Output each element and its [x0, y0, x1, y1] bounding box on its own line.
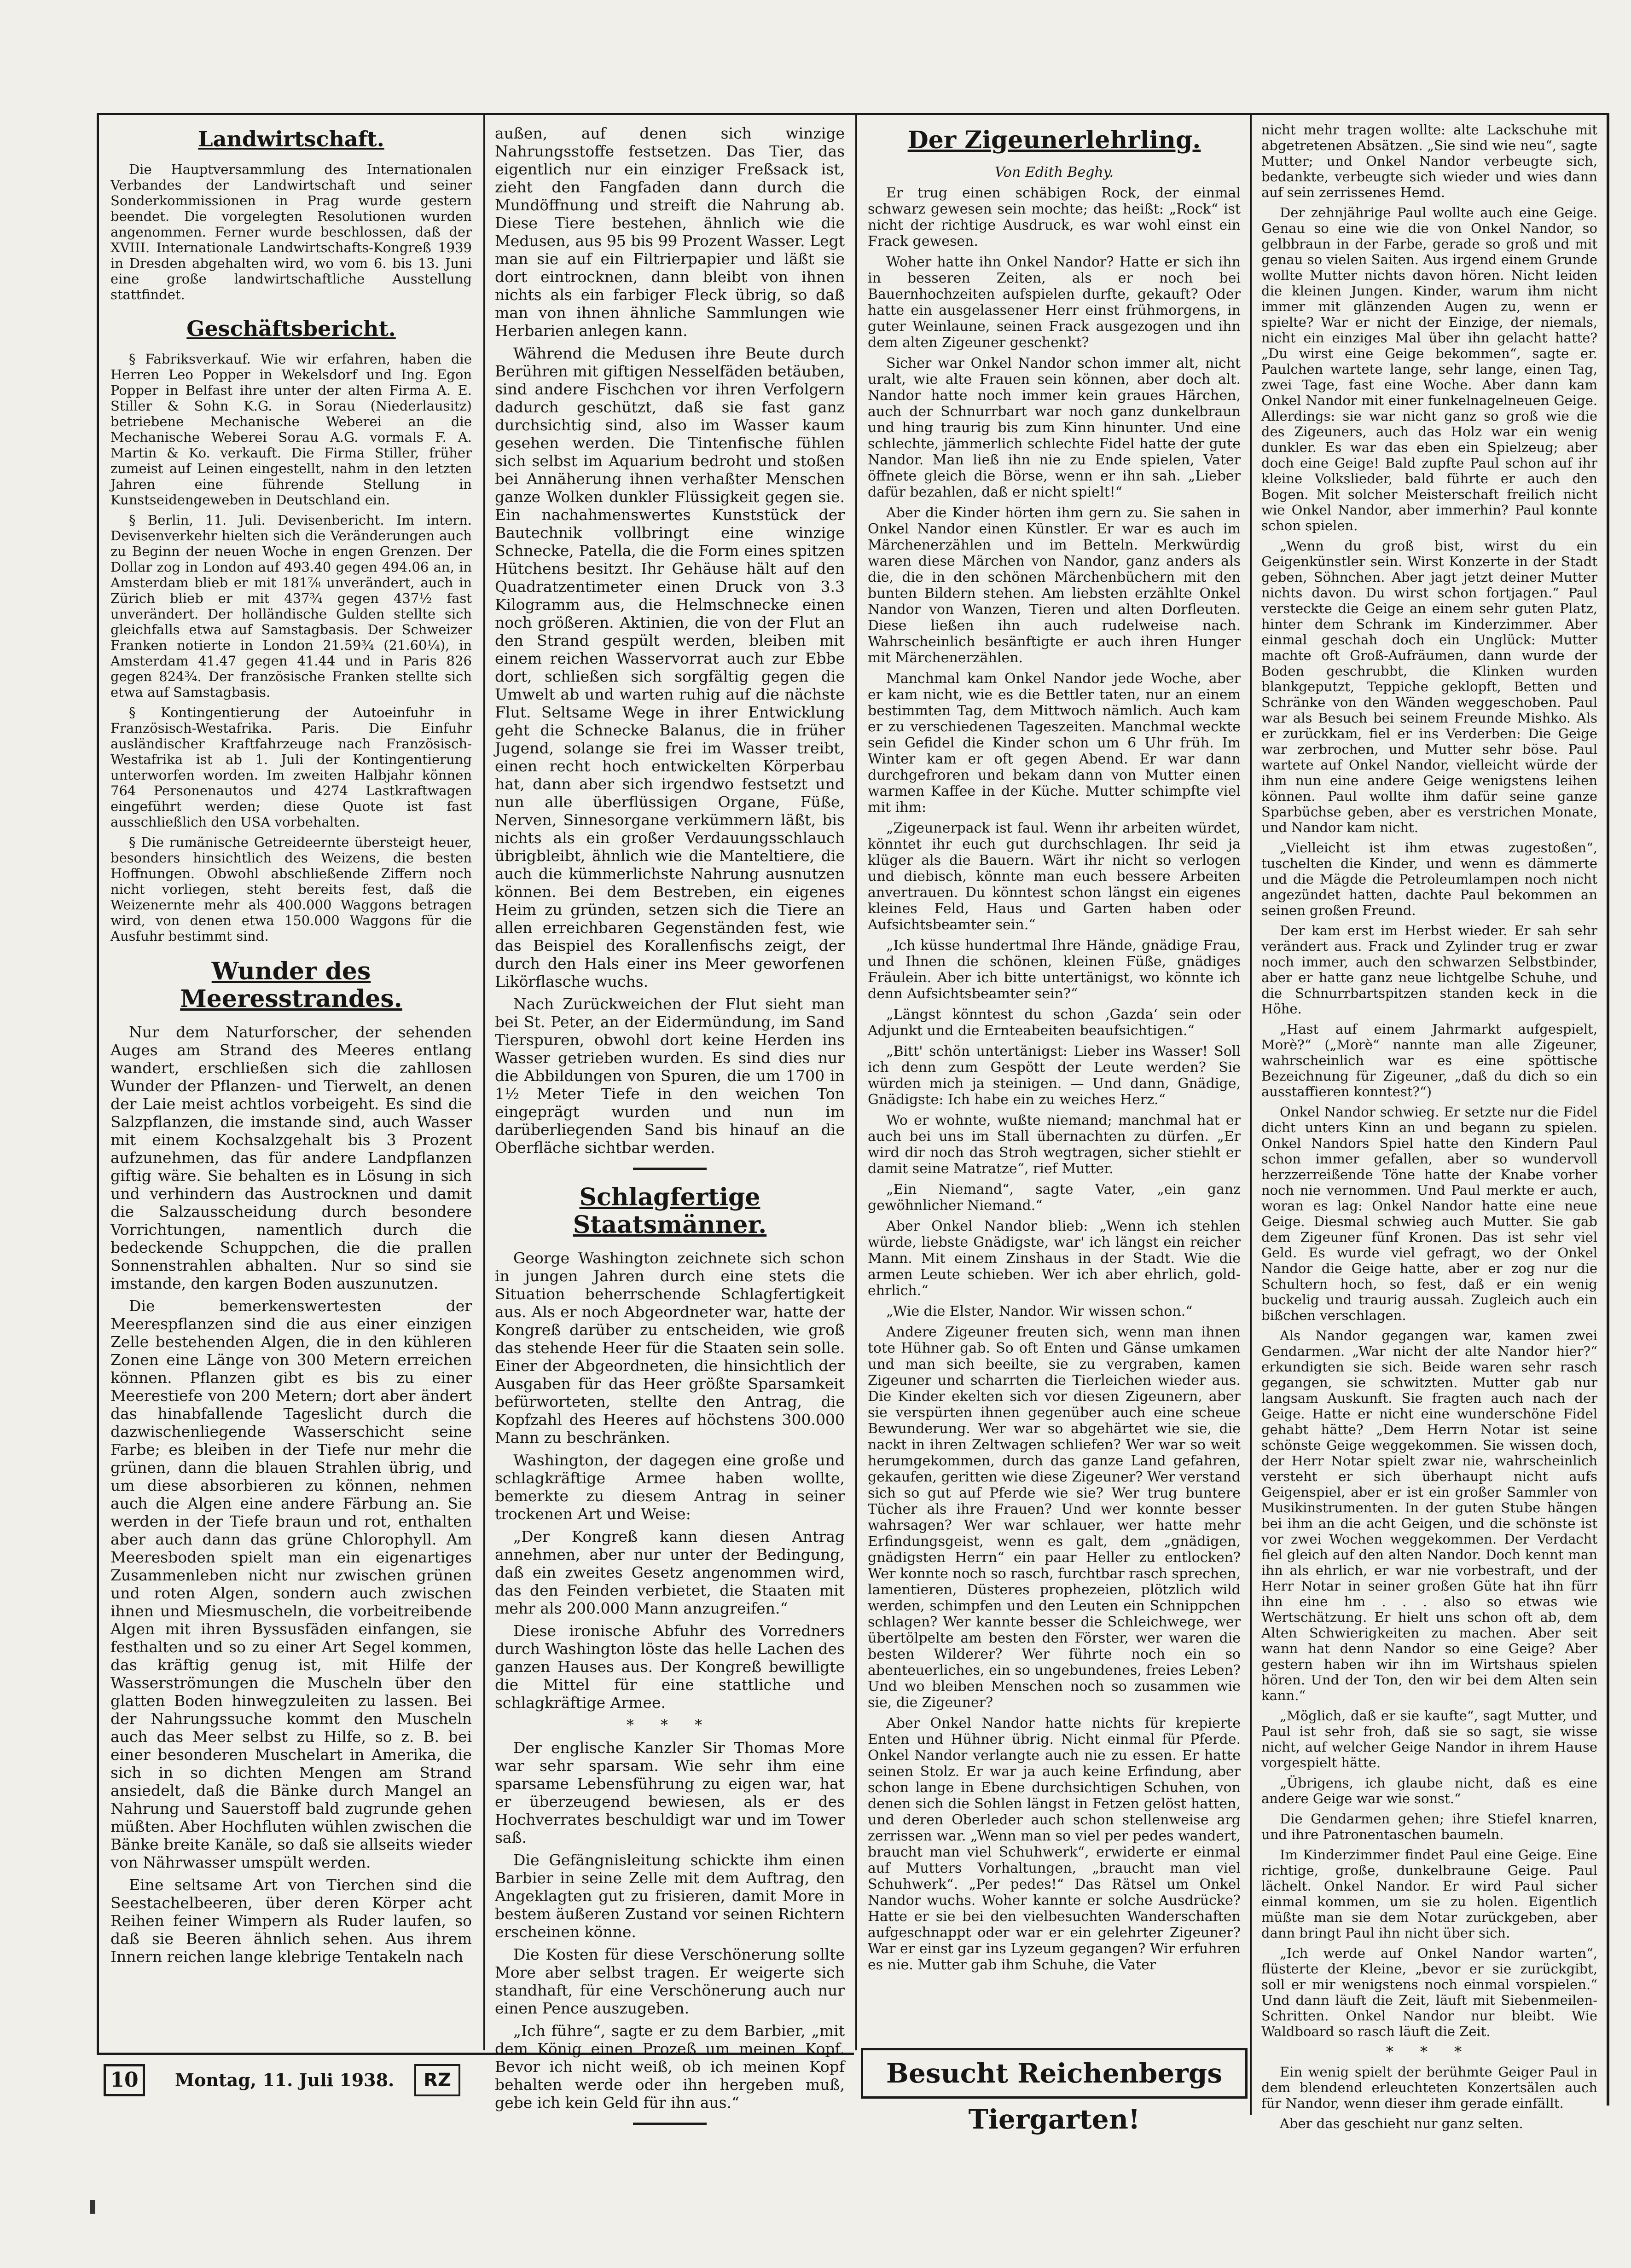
article-landwirtschaft: Die Hauptversammlung des Internationalen Verbandes der Landwirtschaft und seiner Sonderkommissionen in Prag wurde gestern beendet. Die vorgelegten Resolutionen wurden angenommen. Ferner wurde beschlossen, daß der XVIII. Internationale Landwirtschafts-Kongreß 1939 in Dresden abgehalten wird, wo vom 6. bis 13. Juni eine große landwirtschaftliche Ausstellung stattfindet.	[110, 162, 472, 302]
section-divider	[633, 2123, 707, 2125]
story-paragraph: „Zigeunerpack ist faul. Wenn ihr arbeiten würdet, könntet ihr euch gut durchschlagen. Ihr seid ja klüger als die Bauern. Wärt ihr nicht so verlogen und diebisch, könnte man euch bessere Arbeiten anvertrauen. Du könntest schon längst ein eigenes kleines Feld, Haus und Garten haben oder Aufsichtsbeamter sein.“	[868, 820, 1241, 933]
story-paragraph: Onkel Nandor schwieg. Er setzte nur die Fidel dicht unters Kinn an und begann zu spielen. Onkel Nandors Spiel hatte den Kindern Paul schon immer gefallen, aber so wundervoll herzzerreißende Töne hatte der Knabe vorher noch nie vernommen. Und Paul merkte er auch, woran es lag: Onkel Nandor hatte eine neue Geige. Diesmal schwieg auch Mutter. Sie gab dem Zigeuner fünf Kronen. Das ist sehr viel Geld. Es wurde viel gefragt, wo der Onkel Nandor die Geige hatte, aber er zog nur die Schultern hoch, so fest, daß er ein wenig buckelig und traurig aussah. Zugleich auch ein bißchen verschlagen.	[1261, 1104, 1597, 1323]
column-1	[110, 124, 472, 2043]
story-paragraph: „Vielleicht ist ihm etwas zugestoßen“, tuschelten die Kinder, und wenn es dämmerte und die Mägde die Petroleumlampen noch nicht angezündet hatten, dachte Paul bekommen an seinen großen Freund.	[1261, 840, 1597, 918]
story-paragraph: Im Kinderzimmer findet Paul eine Geige. Eine richtige, große, dunkelbraune Geige. Paul lächelt. Onkel Nandor. Er wird Paul sicher einmal kommen, um sie zu holen. Eigentlich müßte man sie dem Notar zurückgeben, aber dann bringt Paul ihn nicht über sich.	[1261, 1847, 1597, 1941]
story-paragraph: „Möglich, daß er sie kaufte“, sagt Mutter, und Paul ist sehr froh, daß sie so sagt, sie wisse nicht, auf welcher Geige Nandor in ihrem Hause vorgespielt hätte.	[1261, 1708, 1597, 1770]
article-wunder-paragraph: Nach Zurückweichen der Flut sieht man bei St. Peter, an der Eidermündung, im Sand Tierspuren, obwohl dort keine Herden ins Wasser getrieben wurden. Es sind dies nur die Abbildungen von Spuren, die um 1700 in 1½ Meter Tiefe in den weichen Ton eingeprägt wurden und nun im darüberliegenden Sand bis hinauf an die Oberfläche sichtbar werden.	[495, 995, 845, 1157]
article-staatsmaenner-paragraph: Diese ironische Abfuhr des Vorredners durch Washington löste das helle Lachen des ganzen Hauses aus. Der Kongreß bewilligte die Mittel für eine stattliche und schlagkräftige Armee.	[495, 1622, 845, 1712]
column-divider-2	[855, 113, 857, 2050]
story-paragraph: Der kam erst im Herbst wieder. Er sah sehr verändert aus. Frack und Zylinder trug er zwar noch immer, auch den schwarzen Selbstbinder, aber er hatte ganz neue lichtgelbe Schuhe, und die Schnurrbartspitzen standen keck in die Höhe.	[1261, 923, 1597, 1017]
story-paragraph: Aber Onkel Nandor blieb: „Wenn ich stehlen würde, liebste Gnädigste, war' ich längst ein reicher Mann. Mit einem Zinshaus in der Stadt. Wie die armen Leute schieben. Wer ich aber ehrlich, gold-ehrlich.“	[868, 1218, 1241, 1299]
byline: Von Edith Beghy.	[994, 164, 1114, 180]
column-3	[868, 124, 1241, 2043]
asterisk-separator: * * *	[626, 1716, 714, 1734]
article-wunder-paragraph: Die bemerkenswertesten der Meerespflanzen sind die aus einer einzigen Zelle bestehenden Algen, die in den kühleren Zonen eine Länge von 300 Metern erreichen können. Pflanzen gibt es bis zu einer Meerestiefe von 200 Metern; dort aber ändert das hinabfallende Tageslicht durch die dazwischenliegende Wasserschicht seine Farbe; es bleiben in der Tiefe nur mehr die grünen, dann die blauen Strahlen übrig, und um diese absorbieren zu können, nehmen auch die Algen eine andere Färbung an. Sie werden in der Tiefe braun und rot, enthalten aber auch dann das grüne Chlorophyll. Am Meeresboden spielt man ein eigenartiges Zusammenleben nicht nur zwischen grünen und roten Algen, sondern auch zwischen ihnen und Miesmuscheln, die vorbeitreibende Algen mit ihren Byssusfäden einfangen, sie festhalten und so zu einer Art Segel kommen, das kräftig genug ist, mit Hilfe der Wasserströmungen die Muscheln über den glatten Boden hinwegzuleiten zu lassen. Bei der Nahrungssuche kommt den Muscheln auch das Meer selbst zu Hilfe, so z. B. bei einer besonderen Muschelart in Amerika, die sich in so dichten Mengen am Strand ansiedelt, daß die Bänke durch Mangel an Nahrung und Sauerstoff bald zugrunde gehen müßten. Aber Hochfluten wühlen zwischen die Bänke breite Kanäle, so daß sie allseits wieder von Nährwasser umspült werden.	[110, 1297, 472, 1871]
column-divider-1	[483, 113, 485, 2050]
section-divider	[633, 1168, 707, 1170]
story-paragraph: Er trug einen schäbigen Rock, der einmal schwarz gewesen sein mochte; das heißt: „Rock“ ist nicht der richtige Ausdruck, es war wohl einst ein Frack gewesen.	[868, 185, 1241, 249]
article-devisenbericht: § Berlin, 11. Juli. Devisenbericht. Im intern. Devisenverkehr hielten sich die Veränderungen auch zu Beginn der neuen Woche in engen Grenzen. Der Dollar zog in London auf 493.40 gegen 494.06 an, in Amsterdam blieb er mit 181⅞ unverändert, auch in Zürich blieb er mit 437¾ gegen 437½ fast unverändert. Der holländische Gulden stellte sich gleichfalls etwa auf Samstagbasis. Der Schweizer Franken notierte in London 21.59¾ (21.60¼), in Amsterdam 41.47 gegen 41.44 und in Paris 826 gegen 824¾. Der französische Franken stellte sich etwa auf Samstagbasis.	[110, 512, 472, 700]
story-paragraph: Als Nandor gegangen war, kamen zwei Gendarmen. „War nicht der alte Nandor hier?“ erkundigten sie sich. Beide waren sehr rasch gegangen, sie schwitzten. Mutter gab nur langsam Auskunft. Sie fragten auch nach der Geige. Hatte er nicht eine wunderschöne Fidel gehabt hätte? „Dem Herrn Notar ist seine schönste Geige weggekommen. Sie wissen doch, der Herr Notar spielt zwar nie, wahrscheinlich versteht er sich überhaupt nicht aufs Geigenspiel, aber er ist ein großer Sammler von Musikinstrumenten. In der guten Stube hängen bei ihm an die acht Geigen, und die schönste ist vor zwei Wochen weggekommen. Der Verdacht fiel gleich auf den alten Nandor. Doch kennt man ihn als ehrlich, er war nie vorbestraft, und der Herr Notar in seiner großen Güte hat ihn fürr ihn eine hm . . . also so etwas wie Wertschätzung. Er hielt uns schon oft ab, dem Alten Schwierigkeiten zu machen. Aber seit wann hat denn Nandor so eine Geige? Aber gestern haben wir ihn im Wirtshaus spielen hören. Und der Ton, den wir bei dem Alten sein kann.“	[1261, 1328, 1597, 1703]
story-paragraph: Andere Zigeuner freuten sich, wenn man ihnen tote Hühner gab. So oft Enten und Gänse umkamen und man sich beeilte, sie zu vergraben, kamen Zigeuner und scharrten die Tierleichen wieder aus. Die Kinder ekelten sich vor diesen Zigeunern, aber sie verspürten ihnen gegenüber auch eine scheue Bewunderung. Wer war so abgehärtet wie sie, die nackt in ihren Zeltwagen schliefen? Wer war so weit herumgekommen, durch das ganze Land gefahren, gekaufen, geritten wie diese Zigeuner? Wer verstand sich so gut auf Pferde wie sie? Wer trug buntere Tücher als ihre Frauen? Und wer konnte besser wahrsagen? Wer war schlauer, wer hatte mehr Erfindungsgeist, wenn es galt, dem „gnädigen, gnädigsten Herrn“ ein paar Heller zu entlocken? Wer konnte noch so rasch, furchtbar rasch sprechen, lamentieren, Düsteres prophezeien, plötzlich wild werden, schimpfen und den Leuten ein Schnippchen schlagen? Wer kannte besser die Schleichwege, wer übertölpelte am besten den Förster, wer waren die besten Wilderer? Wer führte noch ein so abenteuerliches, ein so ungebundenes, freies Leben? Und wo bleiben Menschen noch so zusammen wie sie, die Zigeuner?	[868, 1324, 1241, 1711]
story-paragraph: „Bitt' schön untertänigst: Lieber ins Wasser! Soll ich denn zum Gespött der Leute werden? Sie würden mich ja steinigen. — Und dann, Gnädige, Gnädigste: Ich habe ein zu weiches Herz.“	[868, 1043, 1241, 1108]
top-rule	[97, 113, 1609, 115]
advert-banner: Besucht Reichenbergs Tiergarten!	[861, 2048, 1248, 2099]
story-paragraph: „Ich küsse hundertmal Ihre Hände, gnädige Frau, und Ihnen die schönen, kleinen Füße, gnädiges Fräulein. Aber ich bitte untertänigst, wo könnte ich denn Aufsichtsbeamter sein?“	[868, 937, 1241, 1002]
story-paragraph: Woher hatte ihn Onkel Nandor? Hatte er sich ihn in besseren Zeiten, als er noch bei Bauernhochzeiten aufspielen durfte, gekauft? Oder hatte ein ausgelassener Herr einst frühmorgens, in guter Weinlaune, seinen Frack ausgezogen und ihn dem alten Zigeuner geschenkt?	[868, 254, 1241, 351]
story-paragraph: Der zehnjährige Paul wollte auch eine Geige. Genau so eine wie die von Onkel Nandor, so gelbbraun in der Farbe, gerade so groß und mit genau so vielen Saiten. Aus irgend einem Grunde wollte Mutter nichts davon hören. Nicht leiden die kleinen Jungen. Kinder, warum ihm nicht immer mit glänzenden Augen zu, wenn er spielte? War er nicht der Einzige, der niemals, nicht ein einziges Mal über ihn gelacht hatte? „Du wirst eine Geige bekommen“, sagte er. Paulchen wartete lange, sehr lange, einen Tag, zwei Tage, fast eine Woche. Aber dann kam Onkel Nandor mit einer funkelnagelneuen Geige. Allerdings: sie war nicht ganz so groß wie die des Zigeuners, auch das Holz war ein wenig dunkler. Es war das eben ein Spielzeug; aber doch eine Geige! Bald zupfte Paul schon auf ihr kleine Volkslieder, bald führte er auch den Bogen. Mit solcher Meisterschaft freilich nicht wie Onkel Nandor, aber immerhin? Paul konnte schon spielen.	[1261, 205, 1597, 533]
story-paragraph: Sicher war Onkel Nandor schon immer alt, nicht uralt, wie alte Frauen sein können, aber doch alt. Nandor hatte noch immer kein graues Härchen, auch der Schnurrbart war noch ganz dunkelbraun und hing traurig bis zum Kinn hinunter. Und eine schlechte, jämmerlich schlechte Fidel hatte der gute Nandor. Man ließ ihn nie zu Ende spielen, Vater öffnete gleich die Börse, wenn er ihn sah. „Lieber dafür bezahlen, daß er nicht spielt!“	[868, 355, 1241, 500]
article-wunder-paragraph: Während die Medusen ihre Beute durch Berühren mit giftigen Nesselfäden betäuben, sind andere Fischchen vor ihren Verfolgern dadurch geschützt, daß sie fast ganz durchsichtig sind, also im Wasser kaum gesehen werden. Die Tintenfische fühlen sich selbst im Aquarium bedroht und stoßen bei Annäherung ihnen verhaßter Menschen ganze Wolken dunkler Flüssigkeit gegen sie. Ein nachahmenswertes Kunststück der Bautechnik vollbringt eine winzige Schnecke, Patella, die die Form eines spitzen Hütchens besitzt. Ihr Gehäuse hält auf den Quadratzentimeter einen Druck von 3.3 Kilogramm aus, die Helmschnecke einen noch größeren. Aktinien, die von der Flut an den Strand gespült werden, bleiben mit einem reichen Wasservorrat auch zur Ebbe dort, schließen sich sorgfältig gegen die Umwelt ab und warten ruhig auf die nächste Flut. Seltsame Wege in ihrer Entwicklung geht die Schnecke Balanus, die in früher Jugend, solange sie frei im Wasser treibt, einen recht hoch entwickelten Körperbau hat, dann aber sich irgendwo festsetzt und nun alle überflüssigen Organe, Füße, Nerven, Sinnesorgane verkümmern läßt, bis nichts als ein großer Verdauungsschlauch übrigbleibt, ähnlich wie die Manteltiere, die auch die kümmerlichste Nahrung ausnutzen können. Bei dem Bestreben, ein eigenes Heim zu gründen, setzen sich die Tiere an allen erreichbaren Gegenständen fest, wie das Beispiel des Korallenfischs zeigt, der durch den Hals einer ins Meer geworfenen Likörflasche wuchs.	[495, 344, 845, 990]
newspaper-logo: RZ	[414, 2064, 460, 2096]
left-rule	[97, 113, 99, 2055]
article-wunder-paragraph: außen, auf denen sich winzige Nahrungsstoffe festsetzen. Das Tier, das eigentlich nur ein einziger Freßsack ist, zieht den Fangfaden dann durch die Mundöffnung und streift die Nahrung ab. Diese Tiere bestehen, ähnlich wie die Medusen, aus 95 bis 99 Prozent Wasser. Legt man sie auf ein Filtrierpapier und läßt sie dort eintrocknen, dann bleibt von ihnen nichts als ein farbiger Fleck übrig, so daß man von ihnen ähnliche Sammlungen wie Herbarien anlegen kann.	[495, 124, 845, 340]
article-staatsmaenner-paragraph: Washington, der dagegen eine große und schlagkräftige Armee haben wollte, bemerkte zu diesem Antrag in seiner trockenen Art und Weise:	[495, 1451, 845, 1523]
article-wunder-paragraph: Eine seltsame Art von Tierchen sind die Seestachelbeeren, über deren Körper acht Reihen feiner Wimpern als Ruder laufen, so daß sie Beeren ähnlich sehen. Aus ihrem Innern reichen lange klebrige Tentakeln nach	[110, 1876, 472, 1966]
article-staatsmaenner-paragraph: „Der Kongreß kann diesen Antrag annehmen, aber nur unter der Bedingung, daß ein zweites Gesetz angenommen wird, das den Feinden verbietet, die Staaten mit mehr als 200.000 Mann anzugreifen.“	[495, 1527, 845, 1617]
story-paragraph: „Ich werde auf Onkel Nandor warten“, flüsterte der Kleine, „bevor er sie zurückgibt, soll er mir wenigstens noch einmal vorspielen.“ Und dann läuft die Zeit, läuft mit Siebenmeilen-Schritten. Onkel Nandor nur bleibt. Wie Waldboard so rasch läuft die Zeit.	[1261, 1945, 1597, 2039]
asterisk-separator: * * *	[1386, 2043, 1473, 2060]
article-staatsmaenner-paragraph: George Washington zeichnete sich schon in jungen Jahren durch eine stets die Situation beherrschende Schlagfertigkeit aus. Als er noch Abgeordneter war, hatte der Kongreß darüber zu entscheiden, wie groß das stehende Heer für die Staaten sein solle. Einer der Abgeordneten, die hinsichtlich der Ausgaben für das Heer größte Sparsamkeit befürworteten, stellte den Antrag, die Kopfzahl des Heeres auf höchstens 300.000 Mann zu beschränken.	[495, 1249, 845, 1446]
article-staatsmaenner-paragraph: Die Gefängnisleitung schickte ihm einen Barbier in seine Zelle mit dem Auftrag, den Angeklagten gut zu frisieren, damit More in bestem äußeren Zustand vor seinen Richtern erscheinen könne.	[495, 1851, 845, 1941]
story-paragraph: Aber Onkel Nandor hatte nichts für krepierte Enten und Hühner übrig. Nicht einmal für Pferde. Onkel Nandor verlangte auch nie zu essen. Er hatte seinen Stolz. Er war ja auch keine Erfindung, aber schon lange in Ebene durchsichtigen Schuhen, von denen sich die Sohlen längst in Fetzen gelöst hatten, und deren Oberleder auch schon stellenweise arg zerrissen war. „Wenn man so viel per pedes wandert, braucht man viel Schuhwerk“, erwiderte er einmal auf Mutters Vorhaltungen, „braucht man viel Schuhwerk“. „Per pedes!“ Das Rätsel um Onkel Nandor wuchs. Woher kannte er solche Ausdrücke? Hatte er sie bei den vielbesuchten Wanderschaften aufgeschnappt oder war er ein gelehrter Zigeuner? War er einst gar ins Lyzeum gegangen? Wir erfuhren es nie. Mutter gab ihm Schuhe, die Vater	[868, 1715, 1241, 1973]
story-paragraph: „Wenn du groß bist, wirst du ein Geigenkünstler sein. Wirst Konzerte in der Stadt geben, Söhnchen. Aber jagt jetzt deiner Mutter nichts davon. Du wirst schon fortjagen.“ Paul versteckte die Geige an einem sehr guten Platz, hinter dem Schrank im Kinderzimmer. Aber einmal geschah doch ein Unglück: Mutter machte oft Groß-Aufräumen, dann wurde der Boden geschrubbt, die Klinken wurden blankgeputzt, Teppiche geklopft, Betten und Schränke von den Wänden weggeschoben. Paul war als Besuch bei seinem Freunde Mishko. Als er zurückkam, fiel er ins Verderben: Die Geige war zerbrochen, und Mutter sehr böse. Paul wartete auf Onkel Nandor, vielleicht würde der ihm nun eine andere Geige wenigstens leihen können. Paul wollte ihm dafür seine ganze Sparbüchse geben, aber es verstrichen Monate, und Nandor kam nicht.	[1261, 538, 1597, 835]
story-paragraph: „Übrigens, ich glaube nicht, daß es eine andere Geige war wie sonst.“	[1261, 1775, 1597, 1806]
story-paragraph: Aber das geschieht nur ganz selten.	[1280, 2116, 1523, 2131]
article-staatsmaenner-paragraph: „Ich führe“, sagte er zu dem Barbier, „mit dem König einen Prozeß um meinen Kopf. Bevor ich nicht weiß, ob ich meinen Kopf behalten werde oder ihn hergeben muß, gebe ich kein Geld für ihn aus.“	[495, 2022, 845, 2112]
scan-mark	[90, 2200, 95, 2214]
story-paragraph: nicht mehr tragen wollte: alte Lackschuhe mit abgetretenen Absätzen. „Sie sind wie neu“, sagte Mutter; und Onkel Nandor verbeugte sich, bedankte, verbeugte sich wieder und wies dann auf sein zerrissenes Hemd.	[1261, 122, 1597, 200]
headline-landwirtschaft: Landwirtschaft.	[198, 127, 384, 151]
article-getreideernte: § Die rumänische Getreideernte übersteigt heuer, besonders hinsichtlich des Weizens, die besten Hoffnungen. Obwohl abschließende Ziffern noch nicht vorliegen, steht bereits fest, daß die Weizenernte mehr als 400.000 Waggons betragen wird, von denen etwa 150.000 Waggons für die Ausfuhr bestimmt sind.	[110, 834, 472, 944]
headline-schlagfertige-staatsmaenner: Schlagfertige Staatsmänner.	[573, 1183, 767, 1239]
story-paragraph: Die Gendarmen gehen; ihre Stiefel knarren, und ihre Patronentaschen baumeln.	[1261, 1811, 1597, 1842]
article-staatsmaenner-paragraph: Der englische Kanzler Sir Thomas More war sehr sparsam. Wie sehr ihm eine sparsame Lebensführung zu eigen war, hat er überzeugend bewiesen, als er des Hochverrates beschuldigt war und im Tower saß.	[495, 1739, 845, 1846]
story-paragraph: Wo er wohnte, wußte niemand; manchmal hat er auch bei uns im Stall übernachten zu dürfen. „Er wird dir noch das Stroh wegtragen, sicher stiehlt er damit seine Matratze“, rief Mutter.	[868, 1112, 1241, 1177]
page-number: 10	[104, 2064, 145, 2096]
story-paragraph: Aber die Kinder hörten ihm gern zu. Sie sahen in Onkel Nandor einen Künstler. Er war es auch im Märchenerzählen und im Betteln. Merkwürdig waren diese Märchen von Nandor, ganz anders als die, die in den schönen Märchenbüchern mit den bunten Bildern stehen. Am liebsten erzählte Onkel Nandor von Wanzen, Tieren und alten Dorfleuten. Diese ließen ihn auch rudelweise nach. Wahrscheinlich besänftigte er auch ihren Hunger mit Märchenerzählen.	[868, 505, 1241, 666]
story-paragraph: „Hast auf einem Jahrmarkt aufgespielt, Morè?“ („Morè“ nannte man alle Zigeuner, wahrscheinlich war es eine spöttische Bezeichnung für Zigeuner, „daß du dich so ein ausstaffieren konntest?“)	[1261, 1021, 1597, 1099]
headline-wunder-des-meeresstrandes: Wunder des Meeresstrandes.	[180, 957, 402, 1013]
article-autoeinfuhr: § Kontingentierung der Autoeinfuhr in Französisch-Westafrika. Paris. Die Einfuhr ausländischer Kraftfahrzeuge nach Französisch-Westafrika ist ab 1. Juli der Kontingentierung unterworfen worden. Im zweiten Halbjahr können 764 Personenautos und 4274 Lastkraftwagen eingeführt werden; diese Quote ist fast ausschließlich den USA vorbehalten.	[110, 705, 472, 830]
article-wunder-paragraph: Nur dem Naturforscher, der sehenden Auges am Strand des Meeres entlang wandert, erschließen sich die zahllosen Wunder der Pflanzen- und Tierwelt, an denen der Laie meist achtlos vorbeigeht. Es sind die Salzpflanzen, die imstande sind, auch Wasser mit einem Kochsalzgehalt bis 3 Prozent aufzunehmen, das für andere Landpflanzen giftig wäre. Sie behalten es in Lösung in sich und verhindern das Austrocknen und damit die Salzausscheidung durch besondere Vorrichtungen, namentlich durch die bedeckende Schuppchen, die die prallen Sonnenstrahlen abhalten. Nur so sind sie imstande, den kargen Boden auszunutzen.	[110, 1023, 472, 1292]
story-paragraph: „Längst könntest du schon ‚Gazda‘ sein oder Adjunkt und die Ernteabeiten beaufsichtigen.“	[868, 1007, 1241, 1039]
headline-zigeunerlehrling: Der Zigeunerlehrling.	[907, 126, 1201, 154]
column-4	[1261, 122, 1597, 2131]
column-divider-3	[1250, 113, 1252, 2115]
article-fabriksverkauf: § Fabriksverkauf. Wie wir erfahren, haben die Herren Leo Popper in Wekelsdorf und Ing. Egon Popper in Belfast ihre unter der alten Firma A. E. Stiller & Sohn K.G. in Sorau (Niederlausitz) betriebene Mechanische Weberei an die Mechanische Weberei Sorau A.G. vormals F. A. Martin & Ko. verkauft. Die Firma Stiller, früher zumeist auf Leinen eingestellt, nahm in den letzten Jahren eine führende Stellung in Kunstseidengeweben in Deutschland ein.	[110, 351, 472, 508]
right-rule	[1607, 113, 1609, 2106]
story-paragraph: Manchmal kam Onkel Nandor jede Woche, aber er kam nicht, wie es die Bettler taten, nur an einem bestimmten Tag, dem Mittwoch nämlich. Auch kam er zu verschiedenen Tageszeiten. Manchmal weckte sein Gefidel die Kinder schon um 6 Uhr früh. Im Winter kam er oft gegen Abend. Er war dann durchgefroren und bekam dann von Mutter einen warmen Kaffee in der Küche. Mutter schimpfte viel mit ihm:	[868, 671, 1241, 816]
issue-date: Montag, 11. Juli 1938.	[175, 2070, 395, 2090]
headline-geschaeftsbericht: Geschäftsbericht.	[186, 316, 396, 341]
story-paragraph: „Ein Niemand“, sagte Vater, „ein ganz gewöhnlicher Niemand.“	[868, 1181, 1241, 1214]
story-paragraph: Ein wenig spielt der berühmte Geiger Paul in dem blendend erleuchteten Konzertsälen auch für Nandor, wenn dieser ihm gerade einfällt.	[1261, 2064, 1597, 2111]
article-staatsmaenner-paragraph: Die Kosten für diese Verschönerung sollte More aber selbst tragen. Er weigerte sich standhaft, für eine Verschönerung auch nur einen Pence auszugeben.	[495, 1945, 845, 2017]
story-paragraph: „Wie die Elster, Nandor. Wir wissen schon.“	[886, 1303, 1193, 1319]
column-2	[495, 124, 845, 2112]
